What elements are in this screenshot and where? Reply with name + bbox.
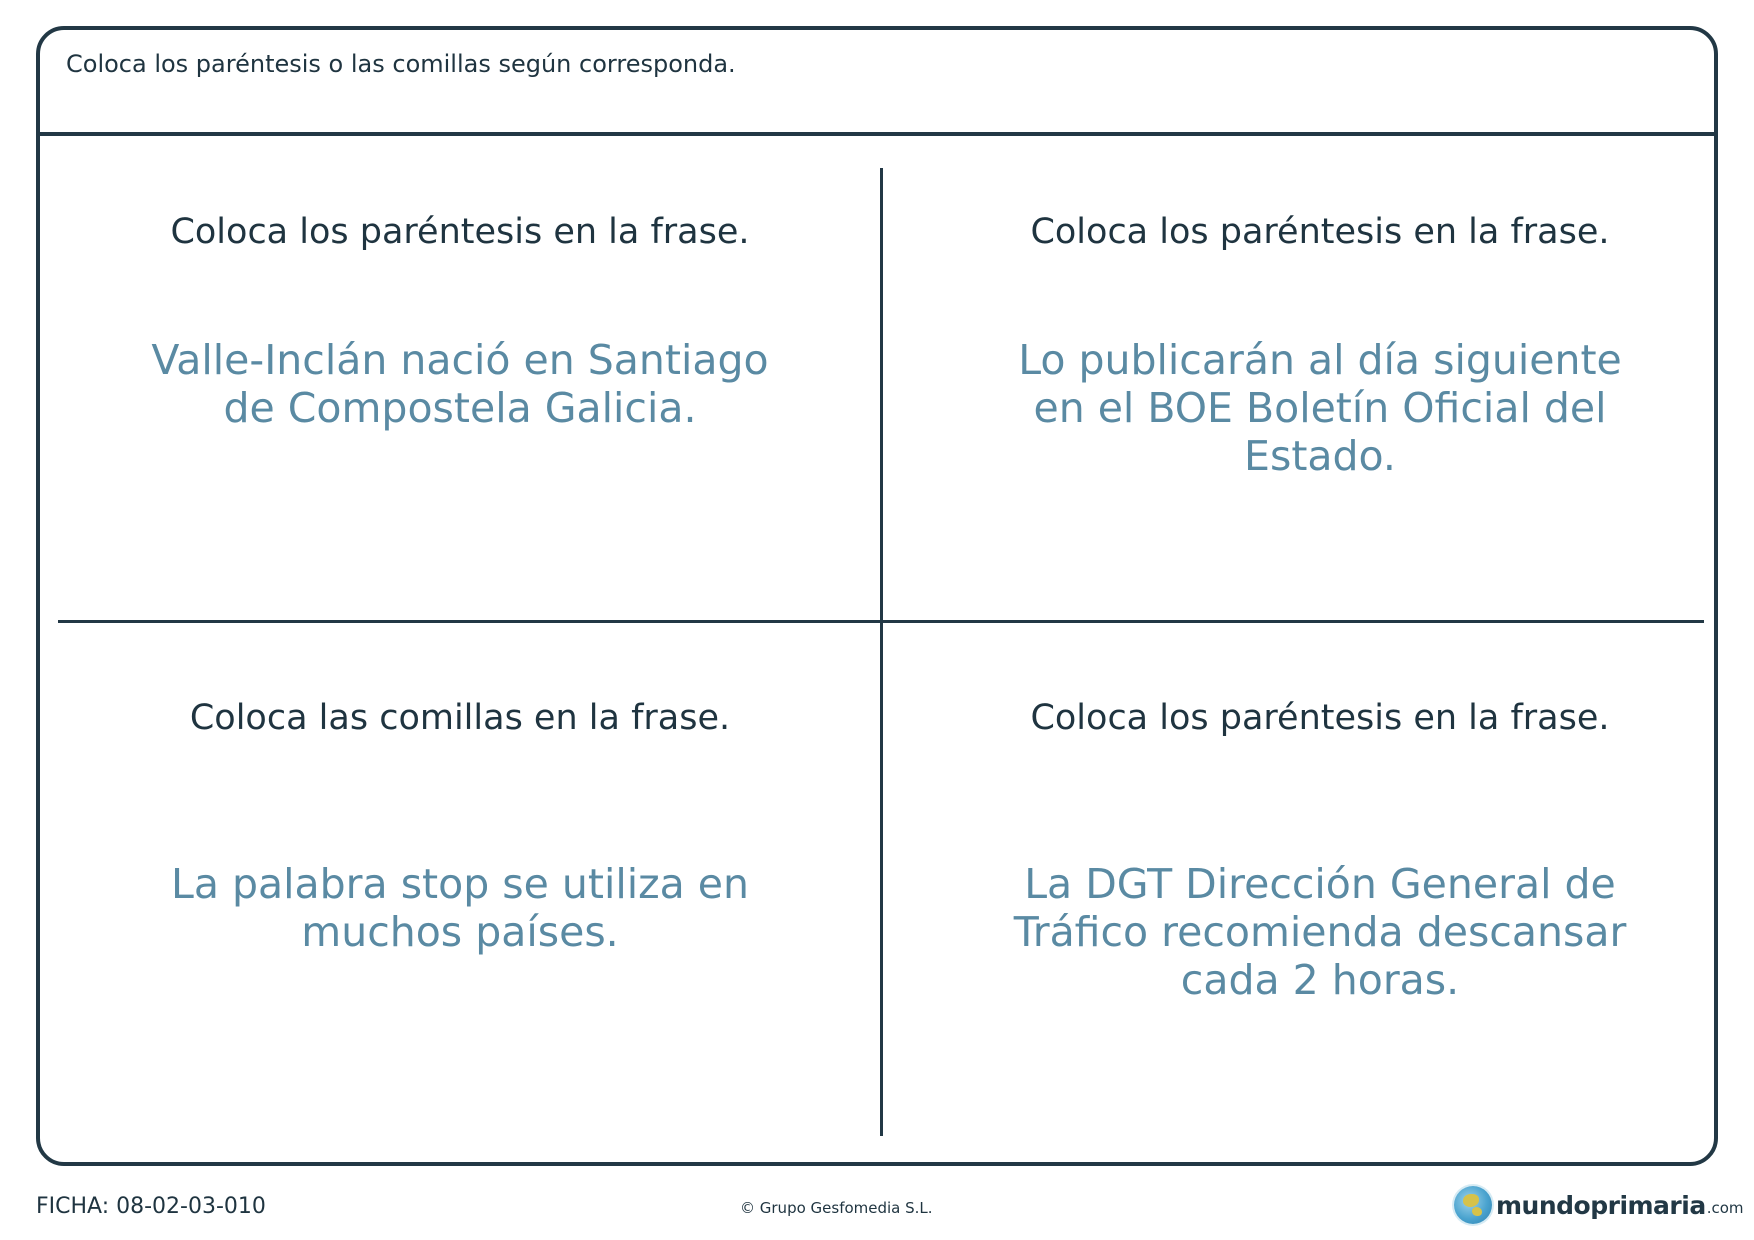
- instruction-text: Coloca los paréntesis o las comillas según corresponda.: [66, 50, 736, 78]
- worksheet-header: [40, 30, 1714, 136]
- exercise-cell-3: [60, 696, 860, 956]
- exercise-cell-2: [920, 210, 1720, 480]
- exercise-prompt: Coloca los paréntesis en la frase.: [170, 212, 750, 252]
- vertical-divider: [880, 168, 883, 1136]
- exercise-prompt: Coloca las comillas en la frase.: [189, 698, 731, 738]
- exercise-prompt: Coloca los paréntesis en la frase.: [1030, 212, 1610, 252]
- brand-name: mundoprimaria: [1496, 1190, 1706, 1220]
- brand-tld: .com: [1706, 1199, 1744, 1217]
- copyright-text: © Grupo Gesfomedia S.L.: [740, 1199, 933, 1217]
- exercise-sentence: La palabra stop se utiliza en muchos países.: [170, 860, 750, 956]
- exercise-cell-1: [60, 210, 860, 432]
- horizontal-divider: [58, 620, 1704, 623]
- globe-icon: [1454, 1186, 1492, 1224]
- exercise-sentence: La DGT Dirección General de Tráfico recomienda descansar cada 2 horas.: [1013, 860, 1627, 1004]
- exercise-sentence: Valle-Inclán nació en Santiago de Compostela Galicia.: [151, 336, 769, 432]
- exercise-cell-4: [920, 696, 1720, 1004]
- exercise-prompt: Coloca los paréntesis en la frase.: [1030, 698, 1610, 738]
- worksheet-code: FICHA: 08-02-03-010: [36, 1194, 266, 1219]
- brand-logo[interactable]: [1454, 1186, 1744, 1224]
- exercise-sentence: Lo publicarán al día siguiente en el BOE Boletín Oficial del Estado.: [1018, 336, 1622, 480]
- worksheet-frame: [36, 26, 1718, 1166]
